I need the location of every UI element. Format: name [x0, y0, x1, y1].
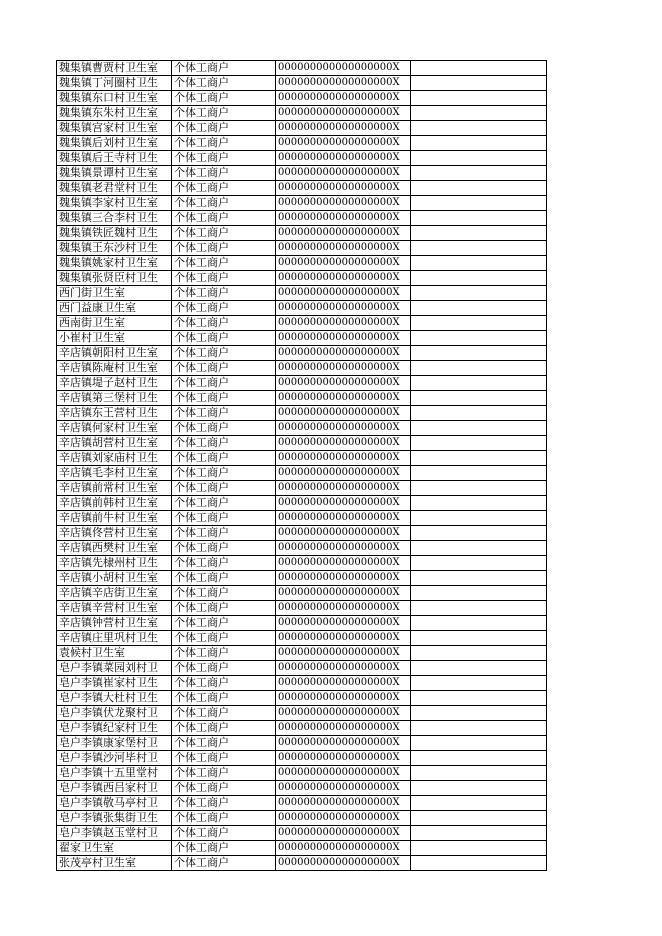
cell-type[interactable]: 个体工商户 [172, 601, 276, 616]
cell-id[interactable]: 000000000000000000X [276, 151, 411, 166]
table-row [57, 346, 547, 361]
cell-type[interactable]: 个体工商户 [172, 541, 276, 556]
cell-extra[interactable] [411, 196, 547, 211]
table-row [57, 616, 547, 631]
cell-extra[interactable] [411, 256, 547, 271]
table-row [57, 856, 547, 871]
cell-id[interactable]: 000000000000000000X [276, 76, 411, 91]
cell-type[interactable]: 个体工商户 [172, 91, 276, 106]
cell-extra[interactable] [411, 721, 547, 736]
table-row [57, 766, 547, 781]
cell-name[interactable]: 辛店镇前常村卫生室 [57, 481, 172, 496]
cell-extra[interactable] [411, 751, 547, 766]
cell-extra[interactable] [411, 91, 547, 106]
cell-type[interactable]: 个体工商户 [172, 226, 276, 241]
cell-name[interactable]: 张茂亭村卫生室 [57, 856, 172, 871]
table-row [57, 811, 547, 826]
cell-type[interactable]: 个体工商户 [172, 346, 276, 361]
cell-extra[interactable] [411, 436, 547, 451]
cell-name[interactable]: 辛店镇刘家庙村卫生 [57, 451, 172, 466]
cell-id[interactable]: 000000000000000000X [276, 586, 411, 601]
cell-id[interactable]: 000000000000000000X [276, 631, 411, 646]
cell-id[interactable]: 000000000000000000X [276, 181, 411, 196]
cell-id[interactable]: 000000000000000000X [276, 781, 411, 796]
cell-id[interactable]: 000000000000000000X [276, 481, 411, 496]
cell-name[interactable]: 魏集镇宫家村卫生室 [57, 121, 172, 136]
cell-extra[interactable] [411, 646, 547, 661]
cell-type[interactable]: 个体工商户 [172, 481, 276, 496]
cell-type[interactable]: 个体工商户 [172, 781, 276, 796]
cell-id[interactable]: 000000000000000000X [276, 361, 411, 376]
cell-type[interactable]: 个体工商户 [172, 811, 276, 826]
cell-id[interactable]: 000000000000000000X [276, 61, 411, 76]
cell-type[interactable]: 个体工商户 [172, 466, 276, 481]
cell-extra[interactable] [411, 346, 547, 361]
cell-extra[interactable] [411, 796, 547, 811]
cell-name[interactable]: 皂户李镇大杜村卫生 [57, 691, 172, 706]
cell-id[interactable]: 000000000000000000X [276, 526, 411, 541]
cell-extra[interactable] [411, 61, 547, 76]
table-row [57, 511, 547, 526]
cell-extra[interactable] [411, 136, 547, 151]
table-row [57, 436, 547, 451]
table-row [57, 361, 547, 376]
cell-name[interactable]: 辛店镇前牛村卫生室 [57, 511, 172, 526]
cell-extra[interactable] [411, 826, 547, 841]
cell-name[interactable]: 魏集镇后刘村卫生室 [57, 136, 172, 151]
cell-type[interactable]: 个体工商户 [172, 361, 276, 376]
table-row [57, 526, 547, 541]
cell-name[interactable]: 辛店镇辛营村卫生室 [57, 601, 172, 616]
cell-type[interactable]: 个体工商户 [172, 616, 276, 631]
table-row [57, 571, 547, 586]
cell-extra[interactable] [411, 586, 547, 601]
cell-type[interactable]: 个体工商户 [172, 241, 276, 256]
cell-extra[interactable] [411, 556, 547, 571]
cell-type[interactable]: 个体工商户 [172, 166, 276, 181]
data-table [56, 60, 547, 871]
cell-id[interactable]: 000000000000000000X [276, 256, 411, 271]
cell-name[interactable]: 皂户李镇康家堡村卫 [57, 736, 172, 751]
cell-name[interactable]: 皂户李镇西吕家村卫 [57, 781, 172, 796]
cell-name[interactable]: 魏集镇丁河圈村卫生 [57, 76, 172, 91]
cell-type[interactable]: 个体工商户 [172, 61, 276, 76]
cell-name[interactable]: 辛店镇堤子赵村卫生 [57, 376, 172, 391]
cell-name[interactable]: 魏集镇东朱村卫生室 [57, 106, 172, 121]
cell-name[interactable]: 皂户李镇十五里堂村 [57, 766, 172, 781]
cell-extra[interactable] [411, 181, 547, 196]
cell-extra[interactable] [411, 361, 547, 376]
cell-type[interactable]: 个体工商户 [172, 826, 276, 841]
table-row [57, 736, 547, 751]
cell-type[interactable]: 个体工商户 [172, 151, 276, 166]
cell-type[interactable]: 个体工商户 [172, 136, 276, 151]
cell-id[interactable]: 000000000000000000X [276, 106, 411, 121]
cell-type[interactable]: 个体工商户 [172, 511, 276, 526]
cell-type[interactable]: 个体工商户 [172, 376, 276, 391]
cell-extra[interactable] [411, 211, 547, 226]
cell-extra[interactable] [411, 616, 547, 631]
cell-name[interactable]: 魏集镇李家村卫生室 [57, 196, 172, 211]
cell-type[interactable]: 个体工商户 [172, 721, 276, 736]
table-row [57, 286, 547, 301]
table-row [57, 781, 547, 796]
cell-id[interactable]: 000000000000000000X [276, 826, 411, 841]
cell-type[interactable]: 个体工商户 [172, 661, 276, 676]
cell-type[interactable]: 个体工商户 [172, 751, 276, 766]
cell-extra[interactable] [411, 841, 547, 856]
cell-name[interactable]: 魏集镇景谭村卫生室 [57, 166, 172, 181]
cell-type[interactable]: 个体工商户 [172, 676, 276, 691]
cell-id[interactable]: 000000000000000000X [276, 736, 411, 751]
cell-extra[interactable] [411, 391, 547, 406]
cell-type[interactable]: 个体工商户 [172, 196, 276, 211]
table-row [57, 751, 547, 766]
cell-id[interactable]: 000000000000000000X [276, 226, 411, 241]
cell-type[interactable]: 个体工商户 [172, 766, 276, 781]
cell-name[interactable]: 魏集镇东口村卫生室 [57, 91, 172, 106]
table-row [57, 256, 547, 271]
cell-type[interactable]: 个体工商户 [172, 256, 276, 271]
cell-id[interactable]: 000000000000000000X [276, 856, 411, 871]
cell-extra[interactable] [411, 166, 547, 181]
cell-name[interactable]: 辛店镇何家村卫生室 [57, 421, 172, 436]
cell-extra[interactable] [411, 241, 547, 256]
table-row [57, 106, 547, 121]
table-row [57, 241, 547, 256]
table-row [57, 541, 547, 556]
table-row [57, 601, 547, 616]
cell-id[interactable]: 000000000000000000X [276, 571, 411, 586]
table-row [57, 466, 547, 481]
table-row [57, 226, 547, 241]
cell-extra[interactable] [411, 106, 547, 121]
cell-id[interactable]: 000000000000000000X [276, 676, 411, 691]
cell-id[interactable]: 000000000000000000X [276, 511, 411, 526]
cell-name[interactable]: 魏集镇后王寺村卫生 [57, 151, 172, 166]
cell-extra[interactable] [411, 301, 547, 316]
cell-type[interactable]: 个体工商户 [172, 106, 276, 121]
cell-id[interactable]: 000000000000000000X [276, 406, 411, 421]
cell-type[interactable]: 个体工商户 [172, 451, 276, 466]
table-row [57, 841, 547, 856]
cell-id[interactable]: 000000000000000000X [276, 166, 411, 181]
cell-extra[interactable] [411, 856, 547, 871]
cell-id[interactable]: 000000000000000000X [276, 661, 411, 676]
table-row [57, 421, 547, 436]
cell-name[interactable]: 魏集镇铁匠魏村卫生 [57, 226, 172, 241]
cell-id[interactable]: 000000000000000000X [276, 766, 411, 781]
cell-name[interactable]: 西南街卫生室 [57, 316, 172, 331]
cell-name[interactable]: 辛店镇佟营村卫生室 [57, 526, 172, 541]
cell-name[interactable]: 皂户李镇敬马亭村卫 [57, 796, 172, 811]
table-row [57, 151, 547, 166]
cell-name[interactable]: 翟家卫生室 [57, 841, 172, 856]
cell-name[interactable]: 魏集镇三合李村卫生 [57, 211, 172, 226]
cell-id[interactable]: 000000000000000000X [276, 541, 411, 556]
cell-type[interactable]: 个体工商户 [172, 586, 276, 601]
cell-type[interactable]: 个体工商户 [172, 211, 276, 226]
cell-extra[interactable] [411, 511, 547, 526]
table-row [57, 646, 547, 661]
cell-id[interactable]: 000000000000000000X [276, 616, 411, 631]
cell-type[interactable]: 个体工商户 [172, 796, 276, 811]
table-row [57, 496, 547, 511]
cell-name[interactable]: 小崔村卫生室 [57, 331, 172, 346]
cell-id[interactable]: 000000000000000000X [276, 211, 411, 226]
table-row [57, 316, 547, 331]
cell-type[interactable]: 个体工商户 [172, 631, 276, 646]
cell-id[interactable]: 000000000000000000X [276, 451, 411, 466]
cell-type[interactable]: 个体工商户 [172, 271, 276, 286]
cell-id[interactable]: 000000000000000000X [276, 91, 411, 106]
table-row [57, 181, 547, 196]
cell-name[interactable]: 辛店镇庄里巩村卫生 [57, 631, 172, 646]
cell-id[interactable]: 000000000000000000X [276, 811, 411, 826]
cell-extra[interactable] [411, 541, 547, 556]
cell-id[interactable]: 000000000000000000X [276, 751, 411, 766]
cell-id[interactable]: 000000000000000000X [276, 121, 411, 136]
cell-type[interactable]: 个体工商户 [172, 736, 276, 751]
cell-name[interactable]: 皂户李镇沙河毕村卫 [57, 751, 172, 766]
table-row [57, 481, 547, 496]
cell-name[interactable]: 袁候村卫生室 [57, 646, 172, 661]
cell-name[interactable]: 辛店镇陈庵村卫生室 [57, 361, 172, 376]
cell-name[interactable]: 皂户李镇伏龙聚村卫 [57, 706, 172, 721]
cell-id[interactable]: 000000000000000000X [276, 646, 411, 661]
table-row [57, 706, 547, 721]
cell-extra[interactable] [411, 766, 547, 781]
cell-id[interactable]: 000000000000000000X [276, 436, 411, 451]
cell-extra[interactable] [411, 76, 547, 91]
table-row [57, 136, 547, 151]
cell-id[interactable]: 000000000000000000X [276, 376, 411, 391]
cell-name[interactable]: 皂户李镇赵玉堂村卫 [57, 826, 172, 841]
table-row [57, 76, 547, 91]
cell-name[interactable]: 辛店镇前韩村卫生室 [57, 496, 172, 511]
table-row [57, 301, 547, 316]
cell-id[interactable]: 000000000000000000X [276, 301, 411, 316]
cell-name[interactable]: 辛店镇胡营村卫生室 [57, 436, 172, 451]
cell-name[interactable]: 皂户李镇张集街卫生 [57, 811, 172, 826]
cell-type[interactable]: 个体工商户 [172, 706, 276, 721]
cell-id[interactable]: 000000000000000000X [276, 421, 411, 436]
table-row [57, 661, 547, 676]
cell-name[interactable]: 辛店镇朝阳村卫生室 [57, 346, 172, 361]
cell-type[interactable]: 个体工商户 [172, 331, 276, 346]
cell-extra[interactable] [411, 676, 547, 691]
cell-type[interactable]: 个体工商户 [172, 691, 276, 706]
cell-extra[interactable] [411, 811, 547, 826]
cell-type[interactable]: 个体工商户 [172, 76, 276, 91]
cell-id[interactable]: 000000000000000000X [276, 466, 411, 481]
cell-name[interactable]: 皂户李镇纪家村卫生 [57, 721, 172, 736]
cell-id[interactable]: 000000000000000000X [276, 601, 411, 616]
cell-id[interactable]: 000000000000000000X [276, 196, 411, 211]
cell-extra[interactable] [411, 421, 547, 436]
cell-extra[interactable] [411, 466, 547, 481]
table-row [57, 166, 547, 181]
cell-id[interactable]: 000000000000000000X [276, 286, 411, 301]
cell-type[interactable]: 个体工商户 [172, 856, 276, 871]
cell-extra[interactable] [411, 736, 547, 751]
cell-name[interactable]: 西门街卫生室 [57, 286, 172, 301]
cell-type[interactable]: 个体工商户 [172, 286, 276, 301]
table-row [57, 331, 547, 346]
cell-name[interactable]: 皂户李镇崔家村卫生 [57, 676, 172, 691]
cell-id[interactable]: 000000000000000000X [276, 346, 411, 361]
cell-name[interactable]: 西门益康卫生室 [57, 301, 172, 316]
cell-id[interactable]: 000000000000000000X [276, 691, 411, 706]
table-body [57, 61, 547, 871]
cell-extra[interactable] [411, 706, 547, 721]
cell-id[interactable]: 000000000000000000X [276, 316, 411, 331]
cell-id[interactable]: 000000000000000000X [276, 331, 411, 346]
cell-name[interactable]: 辛店镇小胡村卫生室 [57, 571, 172, 586]
cell-type[interactable]: 个体工商户 [172, 496, 276, 511]
cell-extra[interactable] [411, 481, 547, 496]
cell-name[interactable]: 魏集镇张贤臣村卫生 [57, 271, 172, 286]
cell-extra[interactable] [411, 571, 547, 586]
cell-id[interactable]: 000000000000000000X [276, 136, 411, 151]
cell-extra[interactable] [411, 121, 547, 136]
cell-name[interactable]: 魏集镇老君堂村卫生 [57, 181, 172, 196]
cell-name[interactable]: 皂户李镇菜园刘村卫 [57, 661, 172, 676]
cell-id[interactable]: 000000000000000000X [276, 706, 411, 721]
cell-id[interactable]: 000000000000000000X [276, 721, 411, 736]
cell-extra[interactable] [411, 601, 547, 616]
cell-id[interactable]: 000000000000000000X [276, 841, 411, 856]
cell-extra[interactable] [411, 631, 547, 646]
cell-type[interactable]: 个体工商户 [172, 841, 276, 856]
table-row [57, 376, 547, 391]
cell-type[interactable]: 个体工商户 [172, 646, 276, 661]
table-row [57, 556, 547, 571]
table-row [57, 826, 547, 841]
table-row [57, 121, 547, 136]
cell-extra[interactable] [411, 151, 547, 166]
cell-type[interactable]: 个体工商户 [172, 421, 276, 436]
cell-extra[interactable] [411, 526, 547, 541]
cell-id[interactable]: 000000000000000000X [276, 556, 411, 571]
table-row [57, 676, 547, 691]
cell-name[interactable]: 魏集镇王东沙村卫生 [57, 241, 172, 256]
cell-type[interactable]: 个体工商户 [172, 181, 276, 196]
cell-extra[interactable] [411, 226, 547, 241]
cell-extra[interactable] [411, 376, 547, 391]
cell-name[interactable]: 辛店镇第三堡村卫生 [57, 391, 172, 406]
cell-extra[interactable] [411, 451, 547, 466]
cell-name[interactable]: 辛店镇毛李村卫生室 [57, 466, 172, 481]
cell-type[interactable]: 个体工商户 [172, 391, 276, 406]
cell-type[interactable]: 个体工商户 [172, 316, 276, 331]
cell-type[interactable]: 个体工商户 [172, 121, 276, 136]
cell-extra[interactable] [411, 316, 547, 331]
cell-name[interactable]: 辛店镇先棣州村卫生 [57, 556, 172, 571]
cell-type[interactable]: 个体工商户 [172, 526, 276, 541]
cell-name[interactable]: 辛店镇钟营村卫生室 [57, 616, 172, 631]
cell-type[interactable]: 个体工商户 [172, 406, 276, 421]
cell-name[interactable]: 辛店镇辛店街卫生室 [57, 586, 172, 601]
table-row [57, 406, 547, 421]
table-row [57, 586, 547, 601]
table-row [57, 391, 547, 406]
cell-extra[interactable] [411, 691, 547, 706]
table-row [57, 196, 547, 211]
cell-id[interactable]: 000000000000000000X [276, 391, 411, 406]
cell-extra[interactable] [411, 286, 547, 301]
cell-id[interactable]: 000000000000000000X [276, 241, 411, 256]
table-row [57, 691, 547, 706]
cell-name[interactable]: 魏集镇姚家村卫生室 [57, 256, 172, 271]
cell-id[interactable]: 000000000000000000X [276, 271, 411, 286]
table-row [57, 91, 547, 106]
cell-type[interactable]: 个体工商户 [172, 301, 276, 316]
cell-type[interactable]: 个体工商户 [172, 556, 276, 571]
cell-id[interactable]: 000000000000000000X [276, 796, 411, 811]
table-row [57, 271, 547, 286]
cell-extra[interactable] [411, 406, 547, 421]
table-row [57, 451, 547, 466]
cell-extra[interactable] [411, 661, 547, 676]
cell-extra[interactable] [411, 271, 547, 286]
cell-type[interactable]: 个体工商户 [172, 571, 276, 586]
cell-extra[interactable] [411, 781, 547, 796]
cell-extra[interactable] [411, 496, 547, 511]
cell-id[interactable]: 000000000000000000X [276, 496, 411, 511]
cell-name[interactable]: 辛店镇西樊村卫生室 [57, 541, 172, 556]
cell-name[interactable]: 魏集镇曹贾村卫生室 [57, 61, 172, 76]
cell-name[interactable]: 辛店镇东王营村卫生 [57, 406, 172, 421]
cell-type[interactable]: 个体工商户 [172, 436, 276, 451]
cell-extra[interactable] [411, 331, 547, 346]
table-row [57, 61, 547, 76]
table-row [57, 721, 547, 736]
table-row [57, 796, 547, 811]
table-row [57, 211, 547, 226]
table-row [57, 631, 547, 646]
